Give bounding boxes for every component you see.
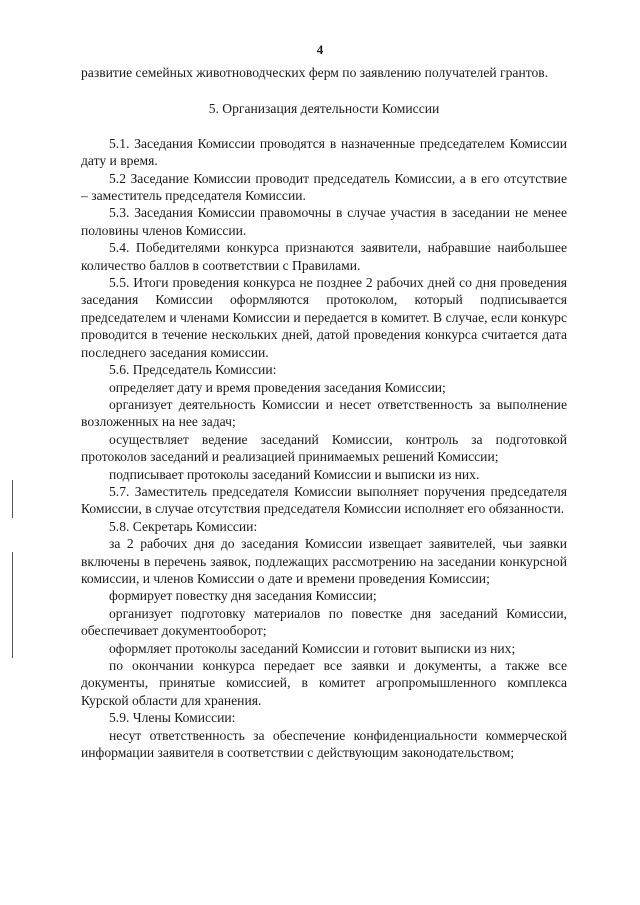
paragraph-5-4: 5.4. Победителями конкурса признаются заявители, набравшие наибольшее количество баллов в соответствии с Правилами. bbox=[81, 240, 567, 273]
paragraph-5-8-item-5: по окончании конкурса передает все заявки и документы, а также все документы, принятые комиссией, в комитет агропромышленного комплекса Курской области для хранения. bbox=[81, 658, 567, 708]
paragraph-5-6-item-3: осуществляет ведение заседаний Комиссии, контроль за подготовкой протоколов заседаний и реализацией принимаемых решений Комиссии; bbox=[81, 431, 567, 465]
document-body bbox=[81, 64, 567, 761]
page-number: 4 bbox=[316, 42, 324, 57]
paragraph-continuation: развитие семейных животноводческих ферм по заявлению получателей грантов. bbox=[81, 65, 549, 80]
paragraph-5-7: 5.7. Заместитель председателя Комиссии выполняет поручения председателя Комиссии, в случае отсутствия председателя Комиссии исполняет его обязанности. bbox=[81, 483, 567, 517]
paragraph-5-8-item-3: организует подготовку материалов по повестке дня заседаний Комиссии, обеспечивает документооборот; bbox=[81, 605, 567, 639]
paragraph-5-6-item-2: организует деятельность Комиссии и несет ответственность за выполнение возложенных на нее задач; bbox=[81, 396, 567, 430]
paragraph-5-8: 5.8. Секретарь Комиссии: bbox=[109, 518, 258, 534]
paragraph-5-1: 5.1. Заседания Комиссии проводятся в назначенные председателем Комиссии дату и время. bbox=[81, 135, 567, 169]
paragraph-5-3: 5.3. Заседания Комиссии правомочны в случае участия в заседании не менее половины членов Комиссии. bbox=[81, 205, 567, 238]
paragraph-5-5: 5.5. Итоги проведения конкурса не позднее 2 рабочих дней со дня проведения заседания Комиссии оформляются протоколом, который подписывается председателем и членами Комиссии и передается в комитет. В случае, если конкурс проводится в течение нескольких дней, датой проведения конкурса считается дата последнего заседания комиссии. bbox=[81, 275, 567, 360]
paragraph-5-6-item-4: подписывает протоколы заседаний Комиссии и выписки из них. bbox=[109, 466, 480, 482]
paragraph-5-9-item-1: несут ответственность за обеспечение конфиденциальности коммерческой информации заявителя в соответствии с действующим законодательством; bbox=[81, 727, 567, 761]
paragraph-5-6-item-1: определяет дату и время проведения заседания Комиссии; bbox=[109, 379, 446, 395]
paragraph-5-8-item-4: оформляет протоколы заседаний Комиссии и готовит выписки из них; bbox=[109, 640, 516, 656]
paragraph-5-9: 5.9. Члены Комиссии: bbox=[109, 710, 236, 726]
paragraph-5-8-item-2: формирует повестку дня заседания Комиссии; bbox=[109, 588, 377, 604]
margin-mark-lower bbox=[12, 552, 13, 658]
section-heading: 5. Организация деятельности Комиссии bbox=[208, 101, 440, 117]
paragraph-5-2: 5.2 Заседание Комиссии проводит председатель Комиссии, а в его отсутствие – заместитель председателя Комиссии. bbox=[81, 170, 567, 204]
margin-mark-upper bbox=[12, 480, 13, 518]
paragraph-5-8-item-1: за 2 рабочих дня до заседания Комиссии извещает заявителей, чьи заявки включены в перечень заявок, подлежащих рассмотрению на заседании конкурсной комиссии, и членов Комиссии о дате и времени проведения Комиссии; bbox=[81, 536, 567, 586]
paragraph-5-6: 5.6. Председатель Комиссии: bbox=[109, 362, 277, 378]
